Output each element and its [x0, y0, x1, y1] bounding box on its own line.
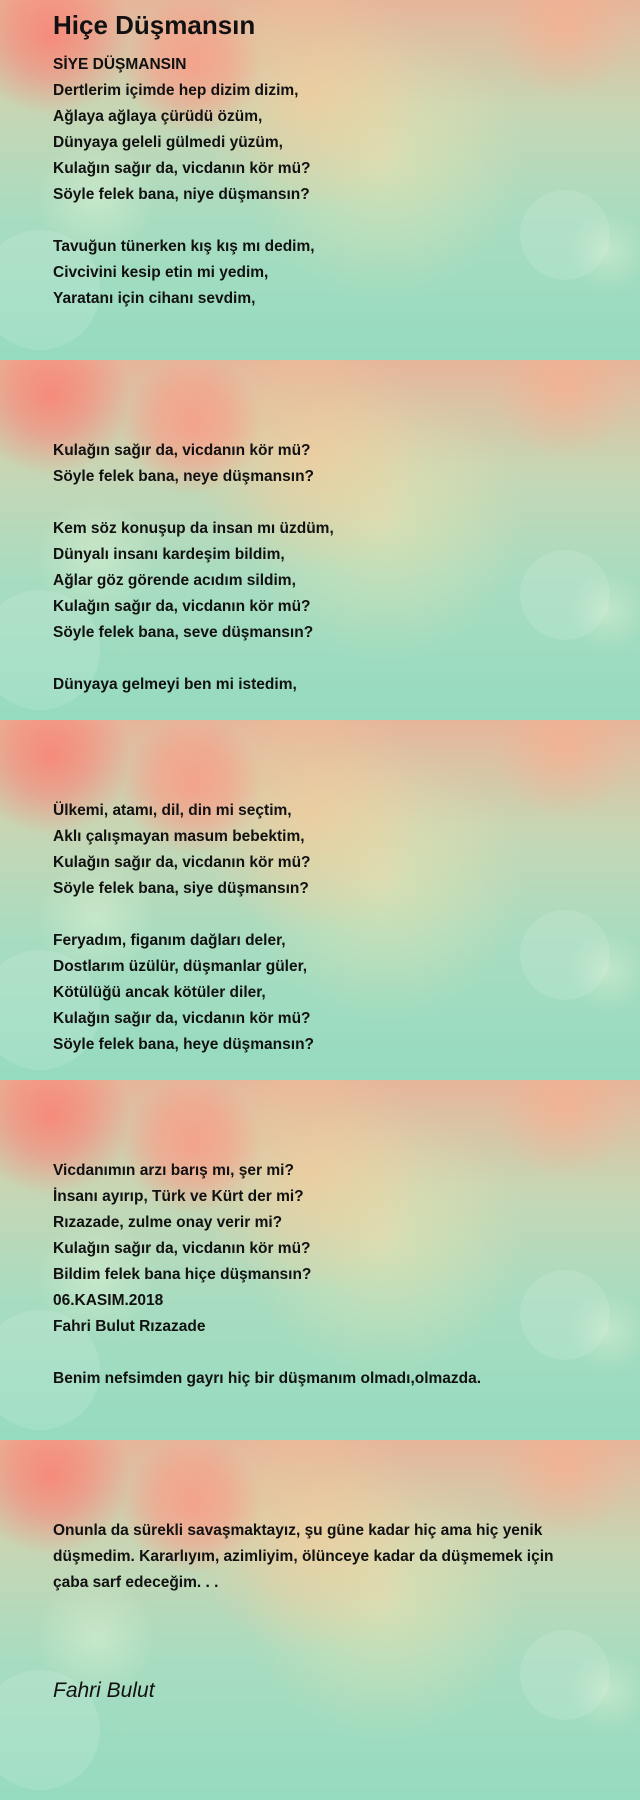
poem-line: Ülkemi, atamı, dil, din mi seçtim,	[53, 802, 292, 819]
poem-line: Söyle felek bana, neye düşmansın?	[53, 468, 315, 485]
poem-line: Ağlar göz görende acıdım sildim,	[53, 572, 296, 589]
stanza-block	[53, 772, 613, 1058]
poem-panel-5	[0, 1440, 640, 1800]
poem-line	[53, 208, 613, 234]
poem-line: Benim nefsimden gayrı hiç bir düşmanım olmadı,olmazda.	[53, 1370, 482, 1387]
poem-line	[53, 490, 613, 516]
poem-line: Kem söz konuşup da insan mı üzdüm,	[53, 520, 334, 537]
poem-signature: Fahri Bulut Rızazade	[53, 1318, 206, 1335]
stanza-block	[53, 1132, 613, 1392]
poem-line: Kulağın sağır da, vicdanın kör mü?	[53, 598, 311, 615]
poem-line: Civcivini kesip etin mi yedim,	[53, 264, 269, 281]
poem-line: Dünyaya gelmeyi ben mi istedim,	[53, 676, 297, 693]
poem-line: Kulağın sağır da, vicdanın kör mü?	[53, 854, 311, 871]
poem-line	[53, 772, 613, 798]
bokeh-circle	[520, 1630, 610, 1720]
poem-line: Kulağın sağır da, vicdanın kör mü?	[53, 442, 311, 459]
poem-line: Tavuğun tünerken kış kış mı dedim,	[53, 238, 315, 255]
poem-line	[53, 1132, 613, 1158]
poem-line: Rızazade, zulme onay verir mi?	[53, 1214, 283, 1231]
poem-line: Dostlarım üzülür, düşmanlar güler,	[53, 958, 308, 975]
stanza-block	[53, 412, 613, 698]
poem-line: Ağlaya ağlaya çürüdü özüm,	[53, 108, 263, 125]
poem-line: SİYE DÜŞMANSIN	[53, 56, 187, 73]
poem-line: Kulağın sağır da, vicdanın kör mü?	[53, 160, 311, 177]
poem-line	[53, 646, 613, 672]
poem-panel-2	[0, 360, 640, 720]
poem-panel-4	[0, 1080, 640, 1440]
poem-line: Vicdanımın arzı barış mı, şer mi?	[53, 1162, 294, 1179]
poem-line: Kötülüğü ancak kötüler diler,	[53, 984, 266, 1001]
poem-line: Kulağın sağır da, vicdanın kör mü?	[53, 1010, 311, 1027]
author-name: Fahri Bulut	[53, 1679, 155, 1702]
poem-line	[53, 412, 613, 438]
poem-line: Söyle felek bana, siye düşmansın?	[53, 880, 309, 897]
poem-line: Dünyaya geleli gülmedi yüzüm,	[53, 134, 283, 151]
poem-line	[53, 1340, 613, 1366]
spacer	[53, 1492, 613, 1518]
poem-line	[53, 902, 613, 928]
poem-title: Hiçe Düşmansın	[53, 10, 256, 40]
poem-line: Bildim felek bana hiçe düşmansın?	[53, 1266, 312, 1283]
closing-paragraph: Onunla da sürekli savaşmaktayız, şu güne kadar hiç ama hiç yenik düşmedim. Kararlıyım, azimliyim, ölünceye kadar da düşmemek için çaba sarf edeceğim. . .	[53, 1522, 554, 1591]
stanza-block	[53, 52, 613, 312]
poem-line: Söyle felek bana, heye düşmansın?	[53, 1036, 315, 1053]
poem-line: Söyle felek bana, niye düşmansın?	[53, 186, 310, 203]
poem-panel-3	[0, 720, 640, 1080]
poem-line: Söyle felek bana, seve düşmansın?	[53, 624, 314, 641]
poem-line: İnsanı ayırıp, Türk ve Kürt der mi?	[53, 1188, 304, 1205]
poem-line: Yaratanı için cihanı sevdim,	[53, 290, 256, 307]
poem-panel-1	[0, 0, 640, 360]
poem-date: 06.KASIM.2018	[53, 1292, 164, 1309]
closing-block	[53, 1492, 613, 1596]
poem-line: Dünyalı insanı kardeşim bildim,	[53, 546, 285, 563]
poem-line: Dertlerim içimde hep dizim dizim,	[53, 82, 299, 99]
poem-line: Kulağın sağır da, vicdanın kör mü?	[53, 1240, 311, 1257]
poem-line: Aklı çalışmayan masum bebektim,	[53, 828, 305, 845]
poem-line: Feryadım, figanım dağları deler,	[53, 932, 286, 949]
